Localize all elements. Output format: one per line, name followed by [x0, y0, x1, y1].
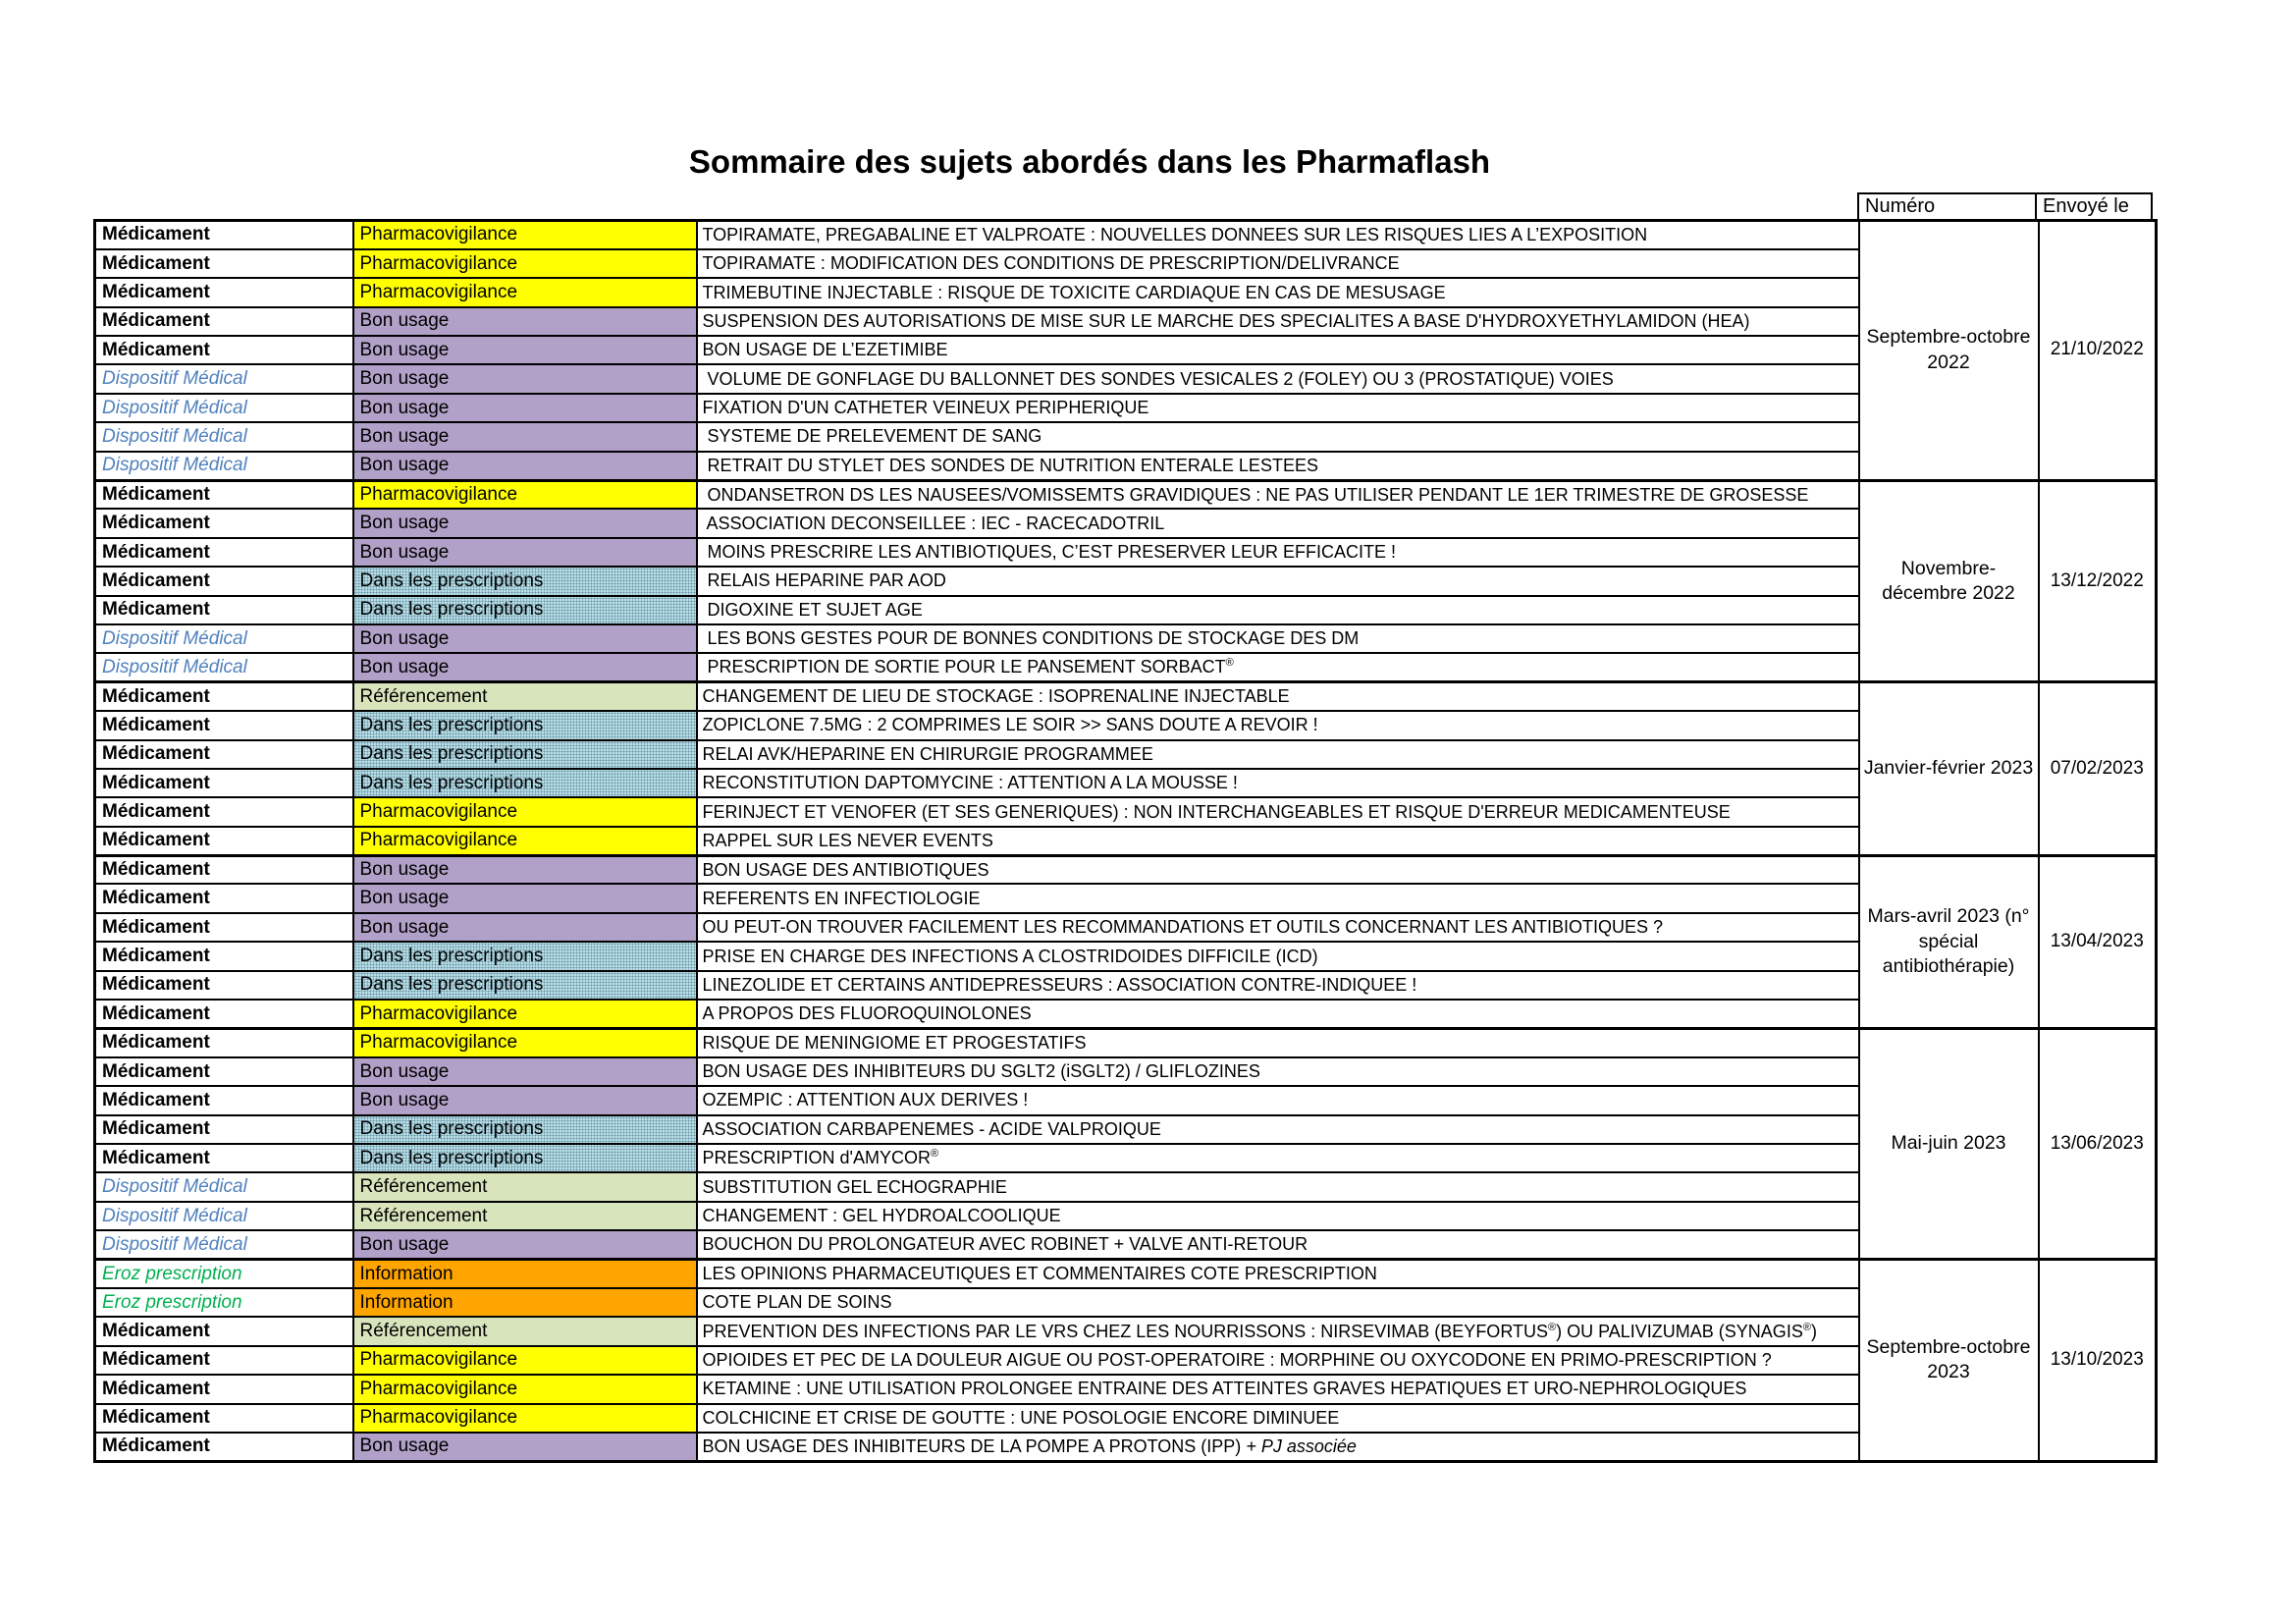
table-row [95, 538, 2157, 567]
subject-cell: SUSPENSION DES AUTORISATIONS DE MISE SUR LE MARCHE DES SPECIALITES A BASE D'HYDROXYETHYLAMIDON (HEA) [697, 307, 1859, 336]
category-cell: Médicament [95, 221, 353, 249]
subject-cell: PRISE EN CHARGE DES INFECTIONS A CLOSTRIDOIDES DIFFICILE (ICD) [697, 942, 1859, 970]
table-row [95, 913, 2157, 942]
type-cell: Pharmacovigilance [353, 827, 697, 855]
subject-cell: ASSOCIATION CARBAPENEMES - ACIDE VALPROIQUE [697, 1115, 1859, 1144]
category-cell: Médicament [95, 797, 353, 826]
subject-cell: BON USAGE DE L’EZETIMIBE [697, 336, 1859, 364]
numero-cell: Septembre-octobre 2023 [1859, 1260, 2039, 1462]
table-row [95, 1144, 2157, 1172]
subject-cell: FERINJECT ET VENOFER (ET SES GENERIQUES) : NON INTERCHANGEABLES ET RISQUE D'ERREUR MEDICAMENTEUSE [697, 797, 1859, 826]
table-row [95, 1260, 2157, 1288]
table-row [95, 971, 2157, 1000]
category-cell: Médicament [95, 538, 353, 567]
category-cell: Médicament [95, 827, 353, 855]
category-cell: Médicament [95, 1144, 353, 1172]
table-row [95, 364, 2157, 393]
category-cell: Médicament [95, 1057, 353, 1086]
envoye-cell: 07/02/2023 [2039, 682, 2157, 855]
category-cell: Médicament [95, 480, 353, 509]
type-cell: Bon usage [353, 394, 697, 422]
category-cell: Médicament [95, 1115, 353, 1144]
category-cell: Dispositif Médical [95, 422, 353, 451]
table-row [95, 1433, 2157, 1461]
column-headers [1857, 192, 2153, 221]
category-cell: Médicament [95, 740, 353, 769]
page-title: Sommaire des sujets abordés dans les Pharmaflash [688, 143, 1491, 180]
column-header-envoye: Envoyé le [2035, 192, 2153, 221]
table-row [95, 278, 2157, 306]
subject-cell: RELAI AVK/HEPARINE EN CHIRURGIE PROGRAMMEE [697, 740, 1859, 769]
table-row [95, 596, 2157, 624]
type-cell: Pharmacovigilance [353, 1346, 697, 1375]
subject-cell: BON USAGE DES ANTIBIOTIQUES [697, 855, 1859, 884]
subject-cell: OU PEUT-ON TROUVER FACILEMENT LES RECOMMANDATIONS ET OUTILS CONCERNANT LES ANTIBIOTIQUES ? [697, 913, 1859, 942]
category-cell: Médicament [95, 1086, 353, 1114]
subject-cell: SUBSTITUTION GEL ECHOGRAPHIE [697, 1172, 1859, 1201]
envoye-cell: 13/12/2022 [2039, 480, 2157, 682]
summary-table-body [95, 221, 2157, 1462]
envoye-cell: 13/10/2023 [2039, 1260, 2157, 1462]
category-cell: Médicament [95, 1433, 353, 1461]
subject-cell: VOLUME DE GONFLAGE DU BALLONNET DES SONDES VESICALES 2 (FOLEY) OU 3 (PROSTATIQUE) VOIES [697, 364, 1859, 393]
table-row [95, 394, 2157, 422]
category-cell: Médicament [95, 278, 353, 306]
table-row [95, 1115, 2157, 1144]
category-cell: Médicament [95, 249, 353, 278]
type-cell: Dans les prescriptions [353, 942, 697, 970]
subject-cell: PREVENTION DES INFECTIONS PAR LE VRS CHEZ LES NOURRISSONS : NIRSEVIMAB (BEYFORTUS®) OU PALIVIZUMAB (SYNAGIS®) [697, 1317, 1859, 1345]
numero-cell: Janvier-février 2023 [1859, 682, 2039, 855]
category-cell: Dispositif Médical [95, 394, 353, 422]
type-cell: Pharmacovigilance [353, 480, 697, 509]
type-cell: Bon usage [353, 336, 697, 364]
subject-cell: RAPPEL SUR LES NEVER EVENTS [697, 827, 1859, 855]
subject-cell: TRIMEBUTINE INJECTABLE : RISQUE DE TOXICITE CARDIAQUE EN CAS DE MESUSAGE [697, 278, 1859, 306]
type-cell: Bon usage [353, 913, 697, 942]
subject-cell: LES BONS GESTES POUR DE BONNES CONDITIONS DE STOCKAGE DES DM [697, 624, 1859, 653]
category-cell: Médicament [95, 711, 353, 739]
subject-cell: OPIOIDES ET PEC DE LA DOULEUR AIGUE OU POST-OPERATOIRE : MORPHINE OU OXYCODONE EN PRIMO-PRESCRIPTION ? [697, 1346, 1859, 1375]
type-cell: Bon usage [353, 624, 697, 653]
table-row [95, 480, 2157, 509]
table-row [95, 509, 2157, 537]
category-cell: Médicament [95, 307, 353, 336]
subject-cell: LES OPINIONS PHARMACEUTIQUES ET COMMENTAIRES COTE PRESCRIPTION [697, 1260, 1859, 1288]
table-row [95, 1028, 2157, 1056]
subject-cell: RETRAIT DU STYLET DES SONDES DE NUTRITION ENTERALE LESTEES [697, 452, 1859, 480]
category-cell: Dispositif Médical [95, 1172, 353, 1201]
table-row [95, 1404, 2157, 1433]
type-cell: Dans les prescriptions [353, 711, 697, 739]
type-cell: Bon usage [353, 422, 697, 451]
type-cell: Dans les prescriptions [353, 971, 697, 1000]
type-cell: Dans les prescriptions [353, 596, 697, 624]
type-cell: Bon usage [353, 653, 697, 681]
category-cell: Médicament [95, 1375, 353, 1403]
table-row [95, 1086, 2157, 1114]
numero-cell: Novembre-décembre 2022 [1859, 480, 2039, 682]
type-cell: Bon usage [353, 538, 697, 567]
envoye-cell: 13/04/2023 [2039, 855, 2157, 1028]
category-cell: Médicament [95, 884, 353, 912]
category-cell: Médicament [95, 567, 353, 595]
category-cell: Médicament [95, 1404, 353, 1433]
type-cell: Bon usage [353, 1433, 697, 1461]
subject-cell: FIXATION D'UN CATHETER VEINEUX PERIPHERIQUE [697, 394, 1859, 422]
category-cell: Médicament [95, 1028, 353, 1056]
subject-cell: PRESCRIPTION d'AMYCOR® [697, 1144, 1859, 1172]
type-cell: Référencement [353, 1172, 697, 1201]
type-cell: Bon usage [353, 1057, 697, 1086]
table-row [95, 1375, 2157, 1403]
subject-cell: ZOPICLONE 7.5MG : 2 COMPRIMES LE SOIR >> SANS DOUTE A REVOIR ! [697, 711, 1859, 739]
type-cell: Dans les prescriptions [353, 1115, 697, 1144]
table-row [95, 452, 2157, 480]
subject-cell: SYSTEME DE PRELEVEMENT DE SANG [697, 422, 1859, 451]
subject-cell: RECONSTITUTION DAPTOMYCINE : ATTENTION A LA MOUSSE ! [697, 769, 1859, 797]
table-row [95, 1000, 2157, 1028]
category-cell: Dispositif Médical [95, 1202, 353, 1230]
table-row [95, 1317, 2157, 1345]
table-row [95, 1346, 2157, 1375]
type-cell: Pharmacovigilance [353, 221, 697, 249]
type-cell: Bon usage [353, 1086, 697, 1114]
type-cell: Référencement [353, 1202, 697, 1230]
type-cell: Pharmacovigilance [353, 249, 697, 278]
type-cell: Bon usage [353, 364, 697, 393]
table-row [95, 942, 2157, 970]
type-cell: Dans les prescriptions [353, 740, 697, 769]
table-row [95, 249, 2157, 278]
subject-cell: COLCHICINE ET CRISE DE GOUTTE : UNE POSOLOGIE ENCORE DIMINUEE [697, 1404, 1859, 1433]
category-cell: Médicament [95, 1000, 353, 1028]
subject-cell: PRESCRIPTION DE SORTIE POUR LE PANSEMENT SORBACT® [697, 653, 1859, 681]
table-row [95, 567, 2157, 595]
type-cell: Dans les prescriptions [353, 567, 697, 595]
type-cell: Dans les prescriptions [353, 1144, 697, 1172]
category-cell: Médicament [95, 336, 353, 364]
type-cell: Bon usage [353, 509, 697, 537]
table-row [95, 797, 2157, 826]
category-cell: Médicament [95, 855, 353, 884]
category-cell: Médicament [95, 913, 353, 942]
column-header-numero: Numéro [1857, 192, 2037, 221]
subject-cell: BOUCHON DU PROLONGATEUR AVEC ROBINET + VALVE ANTI-RETOUR [697, 1230, 1859, 1259]
type-cell: Pharmacovigilance [353, 1000, 697, 1028]
category-cell: Médicament [95, 942, 353, 970]
table-row [95, 827, 2157, 855]
subject-cell: TOPIRAMATE : MODIFICATION DES CONDITIONS DE PRESCRIPTION/DELIVRANCE [697, 249, 1859, 278]
subject-cell: DIGOXINE ET SUJET AGE [697, 596, 1859, 624]
category-cell: Dispositif Médical [95, 452, 353, 480]
envoye-cell: 21/10/2022 [2039, 221, 2157, 481]
category-cell: Dispositif Médical [95, 1230, 353, 1259]
type-cell: Information [353, 1260, 697, 1288]
subject-cell: MOINS PRESCRIRE LES ANTIBIOTIQUES, C’EST PRESERVER LEUR EFFICACITE ! [697, 538, 1859, 567]
table-row [95, 769, 2157, 797]
type-cell: Pharmacovigilance [353, 797, 697, 826]
numero-cell: Septembre-octobre 2022 [1859, 221, 2039, 481]
table-row [95, 1172, 2157, 1201]
subject-cell: ASSOCIATION DECONSEILLEE : IEC - RACECADOTRIL [697, 509, 1859, 537]
table-row [95, 682, 2157, 711]
table-row [95, 1288, 2157, 1317]
category-cell: Dispositif Médical [95, 624, 353, 653]
subject-cell: OZEMPIC : ATTENTION AUX DERIVES ! [697, 1086, 1859, 1114]
category-cell: Médicament [95, 769, 353, 797]
type-cell: Pharmacovigilance [353, 1375, 697, 1403]
type-cell: Dans les prescriptions [353, 769, 697, 797]
subject-cell: CHANGEMENT DE LIEU DE STOCKAGE : ISOPRENALINE INJECTABLE [697, 682, 1859, 711]
type-cell: Bon usage [353, 884, 697, 912]
type-cell: Bon usage [353, 452, 697, 480]
subject-cell: CHANGEMENT : GEL HYDROALCOOLIQUE [697, 1202, 1859, 1230]
table-row [95, 653, 2157, 681]
table-row [95, 884, 2157, 912]
table-row [95, 1057, 2157, 1086]
numero-cell: Mai-juin 2023 [1859, 1028, 2039, 1259]
category-cell: Eroz prescription [95, 1260, 353, 1288]
subject-cell: COTE PLAN DE SOINS [697, 1288, 1859, 1317]
subject-cell: TOPIRAMATE, PREGABALINE ET VALPROATE : NOUVELLES DONNEES SUR LES RISQUES LIES A L’EXPOSITION [697, 221, 1859, 249]
subject-cell: BON USAGE DES INHIBITEURS DU SGLT2 (iSGLT2) / GLIFLOZINES [697, 1057, 1859, 1086]
table-row [95, 422, 2157, 451]
numero-cell: Mars-avril 2023 (n° spécial antibiothérapie) [1859, 855, 2039, 1028]
table-row [95, 855, 2157, 884]
type-cell: Bon usage [353, 1230, 697, 1259]
summary-table [93, 219, 2158, 1463]
table-row [95, 1202, 2157, 1230]
type-cell: Pharmacovigilance [353, 278, 697, 306]
subject-cell: BON USAGE DES INHIBITEURS DE LA POMPE A PROTONS (IPP) + PJ associée [697, 1433, 1859, 1461]
category-cell: Médicament [95, 509, 353, 537]
type-cell: Bon usage [353, 855, 697, 884]
subject-cell: KETAMINE : UNE UTILISATION PROLONGEE ENTRAINE DES ATTEINTES GRAVES HEPATIQUES ET URO-NEPHROLOGIQUES [697, 1375, 1859, 1403]
table-row [95, 307, 2157, 336]
category-cell: Médicament [95, 682, 353, 711]
type-cell: Pharmacovigilance [353, 1404, 697, 1433]
category-cell: Médicament [95, 596, 353, 624]
table-row [95, 740, 2157, 769]
category-cell: Dispositif Médical [95, 653, 353, 681]
type-cell: Bon usage [353, 307, 697, 336]
category-cell: Dispositif Médical [95, 364, 353, 393]
table-row [95, 336, 2157, 364]
category-cell: Médicament [95, 1346, 353, 1375]
category-cell: Eroz prescription [95, 1288, 353, 1317]
category-cell: Médicament [95, 1317, 353, 1345]
type-cell: Référencement [353, 682, 697, 711]
table-row [95, 624, 2157, 653]
type-cell: Information [353, 1288, 697, 1317]
subject-cell: RELAIS HEPARINE PAR AOD [697, 567, 1859, 595]
subject-cell: LINEZOLIDE ET CERTAINS ANTIDEPRESSEURS : ASSOCIATION CONTRE-INDIQUEE ! [697, 971, 1859, 1000]
category-cell: Médicament [95, 971, 353, 1000]
subject-cell: REFERENTS EN INFECTIOLOGIE [697, 884, 1859, 912]
subject-cell: A PROPOS DES FLUOROQUINOLONES [697, 1000, 1859, 1028]
envoye-cell: 13/06/2023 [2039, 1028, 2157, 1259]
table-row [95, 1230, 2157, 1259]
type-cell: Pharmacovigilance [353, 1028, 697, 1056]
subject-cell: ONDANSETRON DS LES NAUSEES/VOMISSEMTS GRAVIDIQUES : NE PAS UTILISER PENDANT LE 1ER TRIMESTRE DE GROSESSE [697, 480, 1859, 509]
subject-cell: RISQUE DE MENINGIOME ET PROGESTATIFS [697, 1028, 1859, 1056]
type-cell: Référencement [353, 1317, 697, 1345]
table-row [95, 711, 2157, 739]
table-row [95, 221, 2157, 249]
